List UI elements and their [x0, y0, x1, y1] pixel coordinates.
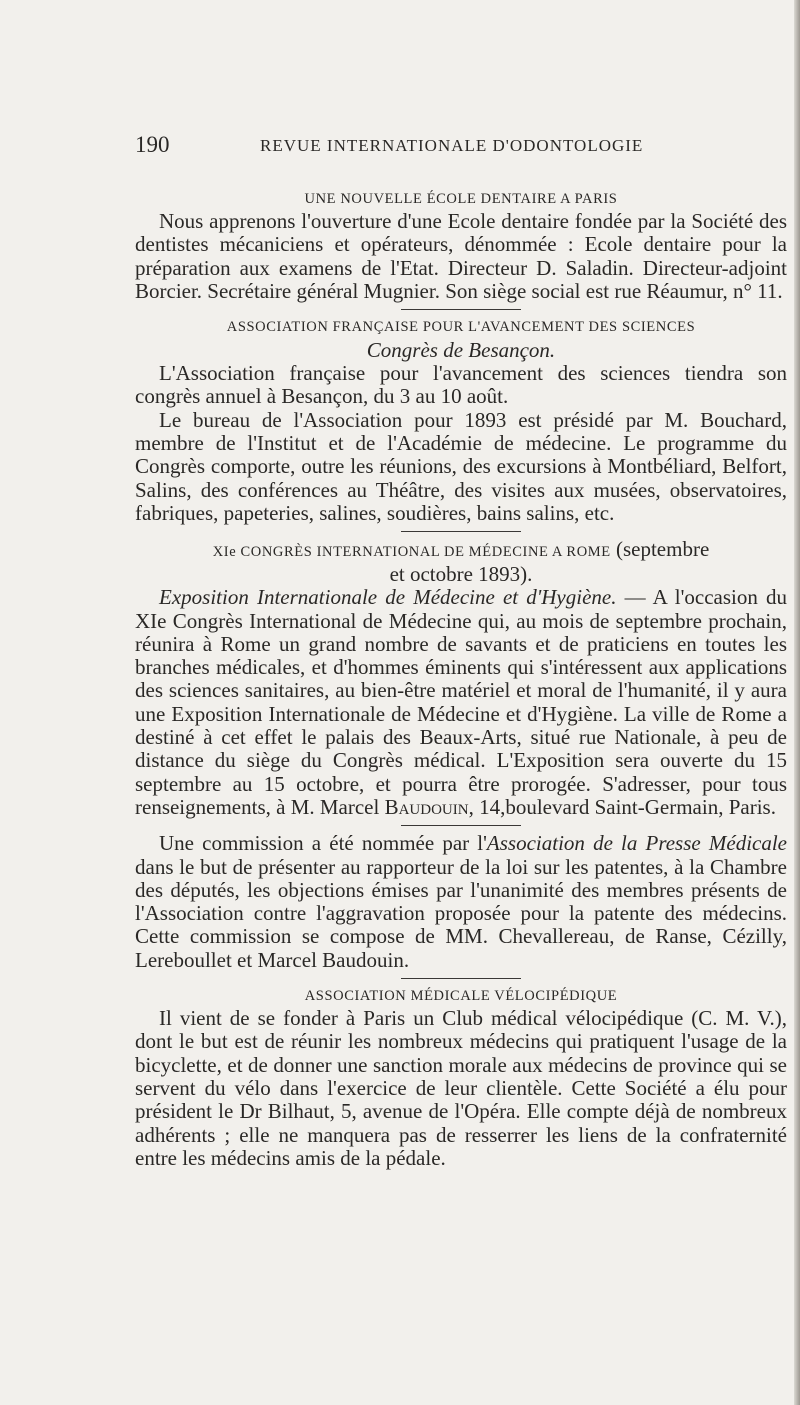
exposition-text-a: — A l'occasion du XIe Congrès International de Médecine qui, au mois de septembre prochain, réunira à Rome un grand nombre de savants et de praticiens en toutes les branches médicales, et d'hommes éminents qui s'intéressent aux applications des sciences sanitaires, au bien-être matériel et moral de l'humanité, il y aura une Exposition Internationale de Médecine et d'Hygiène. La ville de Rome a destiné à cet effet le palais des Beaux-Arts, situé rue Nationale, à peu de distance du siège du Congrès médical. L'Exposition sera ouverte du 15 septembre au 15 octobre, et pourra être prorogée. S'adresser, pour tous renseignements, à M. Marcel [135, 585, 787, 819]
paragraph-ecole: Nous apprenons l'ouverture d'une Ecole dentaire fondée par la Société des dentistes mécaniciens et opérateurs, dénommée : Ecole dentaire pour la préparation aux examens de l'Etat. Directeur D. Saladin. Directeur-adjoint Borcier. Secrétaire général Mugnier. Son siège social est rue Réaumur, n° 11. [135, 209, 787, 303]
section-subheading-besancon: Congrès de Besançon. [366, 338, 556, 363]
section-divider [401, 825, 521, 826]
page-edge-shadow [794, 0, 800, 1405]
exposition-text-b: , 14,boulevard Saint-Germain, Paris. [468, 794, 776, 819]
text-column [135, 188, 787, 1170]
paragraph-congres [135, 586, 787, 819]
presse-medicale-name: Association de la Presse Médicale [486, 831, 787, 856]
section-heading-velo: ASSOCIATION MÉDICALE VÉLOCIPÉDIQUE [304, 988, 618, 1005]
section-heading-congres [135, 538, 787, 563]
congres-title: XIe CONGRÈS INTERNATIONAL DE MÉDECINE A ROME [212, 544, 611, 561]
paragraph-commission [135, 832, 787, 972]
exposition-lead: Exposition Internationale de Médecine et d'Hygiène. [159, 585, 617, 610]
section-heading-afas: ASSOCIATION FRANÇAISE POUR L'AVANCEMENT DES SCIENCES [226, 319, 696, 336]
commission-text-b: dans le but de présenter au rapporteur de la loi sur les patentes, à la Chambre des députés, les objections émises par l'unanimité des membres présents de l'Association contre l'aggravation proposée pour la patente des médecins. Cette commission se compose de MM. Chevallereau, de Ranse, Cézilly, Lereboullet et Marcel Baudouin. [135, 854, 787, 972]
page-number: 190 [135, 132, 170, 157]
congres-title-cont: (septembre [615, 537, 710, 562]
running-title: REVUE INTERNATIONALE D'ODONTOLOGIE [260, 136, 644, 155]
baudouin-name: Baudouin [384, 794, 469, 819]
section-heading-ecole: UNE NOUVELLE ÉCOLE DENTAIRE A PARIS [304, 191, 618, 207]
section-divider [401, 978, 521, 979]
congres-title-dates: et octobre 1893). [389, 562, 533, 587]
paragraph-velo: Il vient de se fonder à Paris un Club médical vélocipédique (C. M. V.), dont le but est de réunir les nombreux médecins qui pratiquent l'usage de la bicyclette, et de donner une sanction morale aux médecins de province qui se servent du vélo dans l'exercice de leur clientèle. Cette Société a élu pour président le Dr Bilhaut, 5, avenue de l'Opéra. Elle compte déjà de nombreux adhérents ; elle ne manquera pas de resserrer les liens de la confraternité entre les médecins amis de la pédale. [135, 1006, 787, 1170]
paragraph-afas-2: Le bureau de l'Association pour 1893 est présidé par M. Bouchard, membre de l'Institut et de l'Académie de médecine. Le programme du Congrès comporte, outre les réunions, des excursions à Montbéliard, Belfort, Salins, des conférences au Théâtre, des visites aux musées, observatoires, fabriques, papeteries, salines, soudières, bains salins, etc. [135, 407, 787, 525]
paragraph-afas-1: L'Association française pour l'avancement des sciences tiendra son congrès annuel à Besançon, du 3 au 10 août. [135, 361, 787, 409]
section-divider [401, 531, 521, 532]
commission-text-a: Une commission a été nommée par l' [159, 831, 487, 856]
section-divider [401, 309, 521, 310]
page-header [135, 132, 750, 162]
